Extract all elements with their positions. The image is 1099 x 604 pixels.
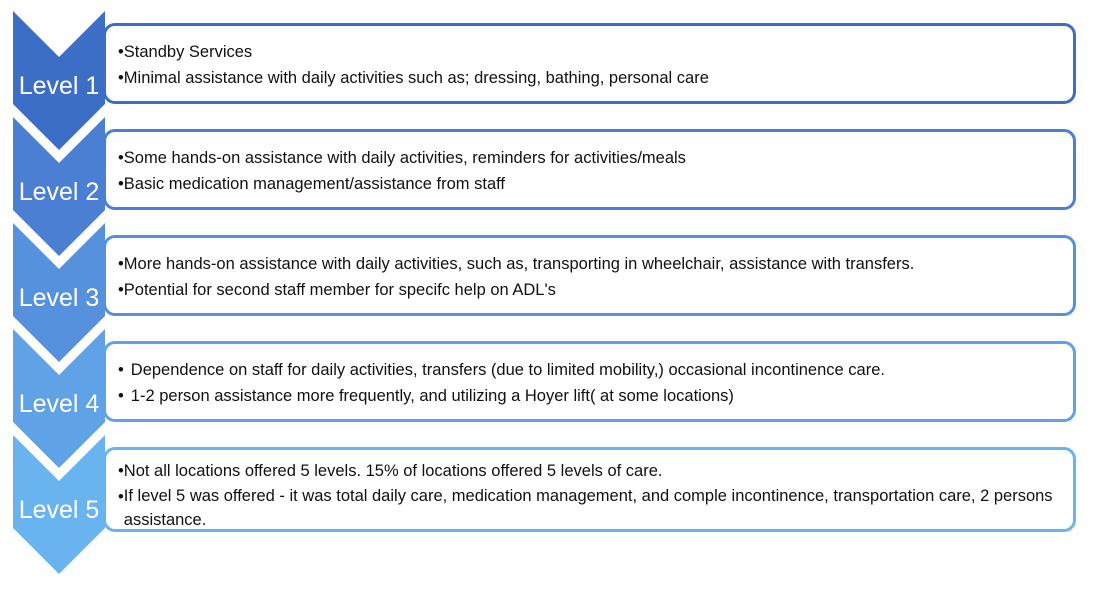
level-label: Level 1 xyxy=(18,72,100,100)
level-1-box xyxy=(103,23,1076,104)
level-label: Level 3 xyxy=(18,284,100,312)
bullet-icon: • xyxy=(118,69,124,87)
bullet-text: Dependence on staff for daily activities, transfers (due to limited mobility,) occasional incontinence care. xyxy=(130,361,885,379)
bullet-icon: • xyxy=(118,255,124,273)
level-label: Level 4 xyxy=(18,390,100,418)
level-2-box xyxy=(103,129,1076,210)
level-5-box xyxy=(103,447,1076,532)
bullet-icon: • xyxy=(118,361,124,379)
level-1-bullets xyxy=(118,39,1063,91)
bullet-text: Minimal assistance with daily activities such as; dressing, bathing, personal care xyxy=(123,69,709,87)
bullet-text: If level 5 was offered - it was total daily care, medication management, and comple incontinence, transportation care, 2 persons assistance. xyxy=(123,487,1053,529)
level-4-box xyxy=(103,341,1076,422)
list-item xyxy=(118,458,1063,484)
bullet-text: More hands-on assistance with daily activities, such as, transporting in wheelchair, assistance with transfers. xyxy=(123,255,915,273)
list-item xyxy=(118,277,1063,303)
level-3-box xyxy=(103,235,1076,316)
list-item xyxy=(118,484,1063,532)
list-item xyxy=(118,357,1063,383)
bullet-text: Potential for second staff member for specifc help on ADL's xyxy=(123,281,556,299)
level-5-bullets xyxy=(118,458,1063,532)
bullet-icon: • xyxy=(118,175,124,193)
list-item xyxy=(118,251,1063,277)
list-item xyxy=(118,145,1063,171)
bullet-text: Standby Services xyxy=(123,43,253,61)
bullet-text: Basic medication management/assistance from staff xyxy=(123,175,505,193)
level-4-bullets xyxy=(118,357,1063,409)
level-2-bullets xyxy=(118,145,1063,197)
level-3-bullets xyxy=(118,251,1063,303)
bullet-icon: • xyxy=(118,149,124,167)
bullet-icon: • xyxy=(118,387,124,405)
bullet-text: Some hands-on assistance with daily activities, reminders for activities/meals xyxy=(123,149,686,167)
level-label: Level 5 xyxy=(18,496,100,524)
bullet-icon: • xyxy=(118,462,124,480)
bullet-icon: • xyxy=(118,281,124,299)
bullet-icon: • xyxy=(118,43,124,61)
bullet-text: Not all locations offered 5 levels. 15% of locations offered 5 levels of care. xyxy=(123,462,663,480)
list-item xyxy=(118,383,1063,409)
list-item xyxy=(118,39,1063,65)
level-5-chevron xyxy=(13,435,105,574)
bullet-icon: • xyxy=(118,488,124,506)
list-item xyxy=(118,171,1063,197)
list-item xyxy=(118,65,1063,91)
bullet-text: 1-2 person assistance more frequently, and utilizing a Hoyer lift( at some locations) xyxy=(130,387,734,405)
level-label: Level 2 xyxy=(18,178,100,206)
